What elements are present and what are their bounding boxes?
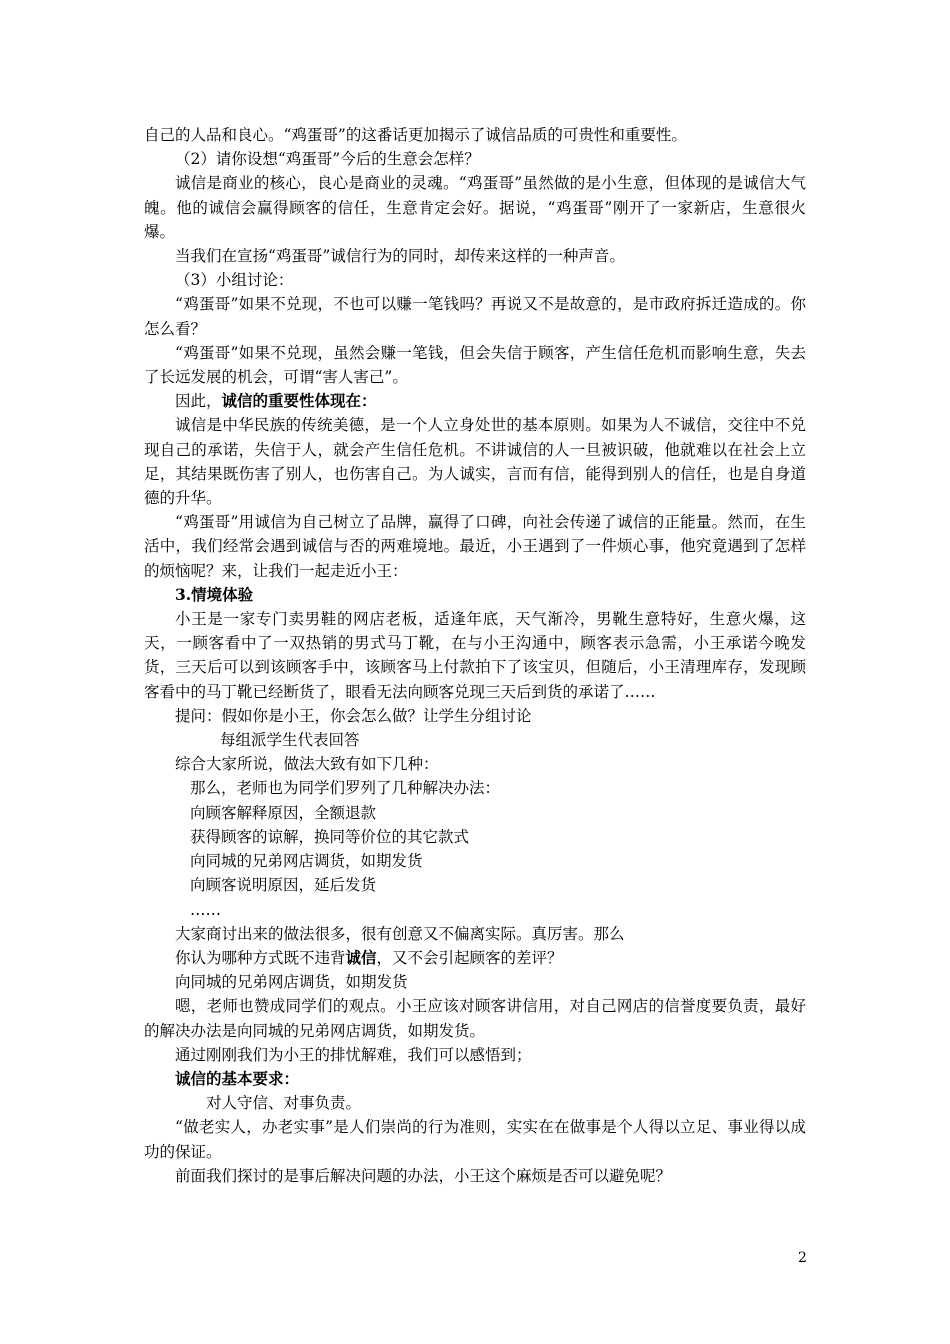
paragraph xyxy=(144,801,806,825)
paragraph xyxy=(144,873,806,897)
paragraph xyxy=(144,825,806,849)
paragraph-text: 向同城的兄弟网店调货，如期发货 xyxy=(190,852,423,871)
paragraph-text: （3）小组讨论： xyxy=(175,271,294,290)
page-number: 2 xyxy=(798,1250,807,1266)
paragraph-text: 向顾客说明原因，延后发货 xyxy=(190,876,377,895)
bold-text: 诚信的重要性体现在： xyxy=(221,391,377,411)
paragraph xyxy=(144,389,806,413)
bold-text: 诚信的基本要求： xyxy=(175,1068,300,1088)
paragraph xyxy=(144,946,806,970)
paragraph xyxy=(144,123,806,147)
paragraph xyxy=(144,147,806,171)
paragraph-text: 当我们在宣扬“鸡蛋哥”诚信行为的同时，却传来这样的一种声音。 xyxy=(175,247,625,266)
paragraph xyxy=(144,341,806,389)
paragraph-text: ，又不会引起顾客的差评？ xyxy=(376,948,563,967)
paragraph xyxy=(144,413,806,510)
paragraph-text: 你认为哪种方式既不违背 xyxy=(175,948,346,967)
paragraph-text: 诚信是商业的核心，良心是商业的灵魂。“鸡蛋哥”虽然做的是小生意，但体现的是诚信大气魄。他的诚信会赢得顾客的信任，生意肯定会好。据说，“鸡蛋哥”刚开了一家新店，生意很火爆。 xyxy=(144,174,806,241)
paragraph-text: 获得顾客的谅解，换同等价位的其它款式 xyxy=(190,827,470,846)
paragraph xyxy=(144,1067,806,1091)
paragraph-text: 诚信是中华民族的传统美德，是一个人立身处世的基本原则。如果为人不诚信，交往中不兑现自己的承诺，失信于人，就会产生信任危机。不讲诚信的人一旦被识破，他就难以在社会上立足，其结果既伤害了别人，也伤害自己。为人诚实，言而有信，能得到别人的信任，也是自身道德的升华。 xyxy=(144,416,806,508)
paragraph xyxy=(144,776,806,800)
paragraph xyxy=(144,728,806,752)
paragraph-text: 自己的人品和良心。“鸡蛋哥”的这番话更加揭示了诚信品质的可贵性和重要性。 xyxy=(144,126,687,144)
paragraph-text: 向顾客解释原因，全额退款 xyxy=(190,803,377,822)
paragraph xyxy=(144,1043,806,1067)
paragraph xyxy=(144,244,806,268)
paragraph-text: …… xyxy=(190,900,221,919)
paragraph-text: 大家商讨出来的做法很多，很有创意又不偏离实际。真厉害。那么 xyxy=(175,924,625,943)
paragraph xyxy=(144,292,806,340)
paragraph-text: “鸡蛋哥”如果不兑现，虽然会赚一笔钱，但会失信于顾客，产生信任危机而影响生意，失去了长远发展的机会，可谓“害人害己”。 xyxy=(144,343,806,387)
paragraph-text: “鸡蛋哥”用诚信为自己树立了品牌，赢得了口碑，向社会传递了诚信的正能量。然而，在生活中，我们经常会遇到诚信与否的两难境地。最近，小王遇到了一件烦心事，他究竟遇到了怎样的烦恼呢？来，让我们一起走近小王： xyxy=(144,513,806,580)
paragraph xyxy=(144,970,806,994)
paragraph xyxy=(144,898,806,922)
paragraph-text: 小王是一家专门卖男鞋的网店老板，适逢年底，天气渐冷，男靴生意特好，生意火爆，这天，一顾客看中了一双热销的男式马丁靴，在与小王沟通中，顾客表示急需，小王承诺今晚发货，三天后可以到该顾客手中，该顾客马上付款拍下了该宝贝，但随后，小王清理库存，发现顾客看中的马丁靴已经断货了，眼看无法向顾客兑现三天后到货的承诺了…… xyxy=(144,610,806,701)
paragraph xyxy=(144,510,806,583)
paragraph-text: 对人守信、对事负责。 xyxy=(206,1094,362,1113)
paragraph-text: 提问：假如你是小王，你会怎么做？让学生分组讨论 xyxy=(175,706,532,725)
paragraph-text: 向同城的兄弟网店调货，如期发货 xyxy=(175,973,408,992)
paragraph xyxy=(144,994,806,1042)
paragraph xyxy=(144,704,806,728)
paragraph-text: 那么，老师也为同学们罗列了几种解决办法： xyxy=(190,779,501,798)
paragraph xyxy=(144,268,806,292)
paragraph-text: 每组派学生代表回答 xyxy=(220,731,360,750)
paragraph-text: 通过刚刚我们为小王的排忧解难，我们可以感悟到； xyxy=(175,1045,532,1064)
paragraph xyxy=(144,583,806,607)
paragraph-text: 综合大家所说，做法大致有如下几种： xyxy=(175,755,439,774)
paragraph xyxy=(144,922,806,946)
paragraph xyxy=(144,849,806,873)
document-body xyxy=(144,123,806,1188)
bold-text: 3.情境体验 xyxy=(175,584,254,604)
paragraph xyxy=(144,1164,806,1188)
paragraph xyxy=(144,171,806,244)
paragraph-text: （2）请你设想“鸡蛋哥”今后的生意会怎样？ xyxy=(175,150,480,169)
paragraph xyxy=(144,1115,806,1163)
paragraph-text: 前面我们探讨的是事后解决问题的办法，小王这个麻烦是否可以避免呢？ xyxy=(175,1166,672,1185)
paragraph-text: 因此， xyxy=(175,392,222,411)
paragraph-text: 嗯，老师也赞成同学们的观点。小王应该对顾客讲信用，对自己网店的信誉度要负责，最好的解决办法是向同城的兄弟网店调货，如期发货。 xyxy=(144,997,806,1040)
paragraph-text: “做老实人，办老实事”是人们崇尚的行为准则，实实在在做事是个人得以立足、事业得以成功的保证。 xyxy=(144,1118,806,1161)
paragraph-text: “鸡蛋哥”如果不兑现，不也可以赚一笔钱吗？再说又不是故意的，是市政府拆迁造成的。你怎么看？ xyxy=(144,295,806,338)
bold-text: 诚信 xyxy=(345,947,377,967)
paragraph xyxy=(144,752,806,776)
paragraph xyxy=(144,1091,806,1115)
paragraph xyxy=(144,607,806,704)
